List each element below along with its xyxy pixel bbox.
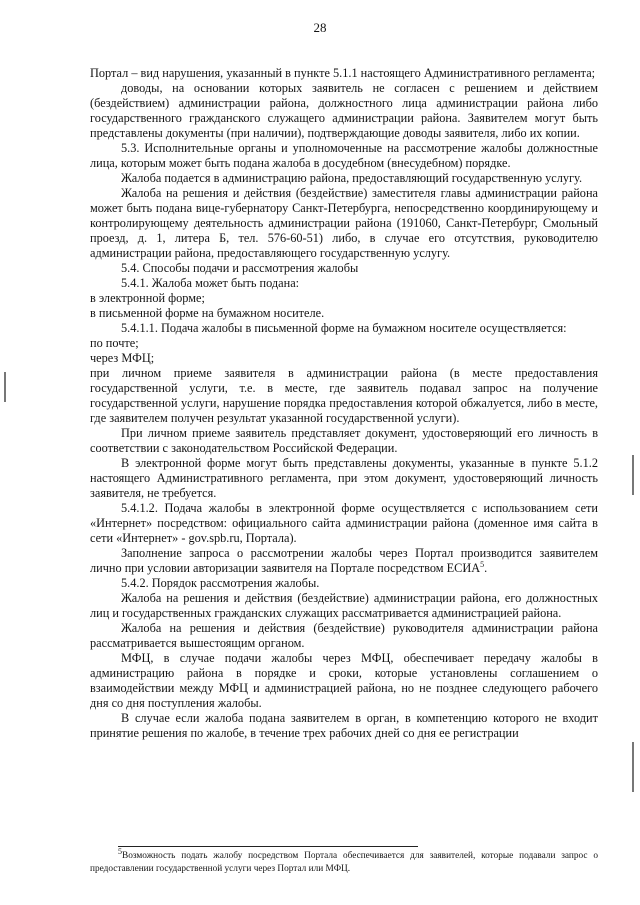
paragraph-20: Жалоба на решения и действия (бездействие) руководителя администрации района рассматривается вышестоящим органом.: [90, 621, 598, 650]
document-body: [90, 66, 598, 741]
scan-edge-mark-right-2: [632, 742, 634, 792]
paragraph-17-tail: .: [484, 561, 488, 575]
paragraph-5: Жалоба на решения и действия (бездействие) заместителя главы администрации района может быть подана вице-губернатору Санкт-Петербурга, непосредственно координирующему и контролирующему деятельность администрации района (191060, Санкт-Петербург, Смольный проезд, д. 1, литера Б, тел. 576-60-51) либо, в случае его отсутствия, руководителю администрации района, предоставляющего государственную услугу.: [90, 186, 598, 260]
paragraph-2: доводы, на основании которых заявитель не согласен с решением и действием (бездействием) администрации района, должностного лица администрации района либо государственного гражданского служащего администрации района. Заявителем могут быть представлены документы (при наличии), подтверждающие доводы заявителя, либо их копии.: [90, 81, 598, 140]
paragraph-4: Жалоба подается в администрацию района, предоставляющий государственную услугу.: [121, 171, 583, 185]
paragraph-8: в электронной форме;: [90, 291, 205, 305]
paragraph-10: 5.4.1.1. Подача жалобы в письменной форме на бумажном носителе осуществляется:: [121, 321, 567, 335]
paragraph-11: по почте;: [90, 336, 139, 350]
footnote-marker: 5: [118, 846, 122, 856]
paragraph-18: 5.4.2. Порядок рассмотрения жалобы.: [121, 576, 320, 590]
footnote: [90, 846, 598, 875]
paragraph-15: В электронной форме могут быть представлены документы, указанные в пункте 5.1.2 настоящего Административного регламента, при этом документ, удостоверяющий личность заявителя, не требуется.: [90, 456, 598, 500]
paragraph-21: МФЦ, в случае подачи жалобы через МФЦ, обеспечивает передачу жалобы в администрацию района в порядке и сроки, которые установлены соглашением о взаимодействии между МФЦ и администрацией района, но не позднее следующего рабочего дня со дня поступления жалобы.: [90, 651, 598, 710]
paragraph-17: [90, 546, 598, 576]
paragraph-7: 5.4.1. Жалоба может быть подана:: [121, 276, 300, 290]
paragraph-14: При личном приеме заявитель представляет документ, удостоверяющий его личность в соответствии с законодательством Российской Федерации.: [90, 426, 598, 455]
paragraph-9: в письменной форме на бумажном носителе.: [90, 306, 325, 320]
scan-edge-mark-right-1: [632, 455, 634, 495]
paragraph-17-text: Заполнение запроса о рассмотрении жалобы через Портал производится заявителем лично при условии авторизации заявителя на Портале посредством ЕСИА: [90, 546, 598, 575]
footnote-reference: 5: [480, 559, 485, 569]
paragraph-19: Жалоба на решения и действия (бездействие) администрации района, его должностных лиц и государственных гражданских служащих рассматривается администрацией района.: [90, 591, 598, 620]
paragraph-16: 5.4.1.2. Подача жалобы в электронной форме осуществляется с использованием сети «Интернет» посредством: официального сайта администрации района (доменное имя сайта в сети «Интернет» - gov.spb.ru, Портала).: [90, 501, 598, 545]
paragraph-12: через МФЦ;: [90, 351, 155, 365]
footnote-divider: [118, 846, 418, 847]
paragraph-13: при личном приеме заявителя в администрации района (в месте предоставления государственной услуги, т.е. в месте, где заявитель подавал запрос на получение государственной услуги, нарушение порядка предоставления которой обжалуется, либо в месте, где заявителем получен результат указанной государственной услуги).: [90, 366, 598, 425]
paragraph-22: В случае если жалоба подана заявителем в орган, в компетенцию которого не входит принятие решения по жалобе, в течение трех рабочих дней со дня ее регистрации: [90, 711, 598, 740]
page-number: 28: [313, 20, 327, 35]
footnote-text: Возможность подать жалобу посредством Портала обеспечивается для заявителей, которые подавали запрос о предоставлении государственной услуги через Портал или МФЦ.: [90, 851, 598, 874]
scan-edge-mark-left: [4, 372, 6, 402]
section-heading-5-4: 5.4. Способы подачи и рассмотрения жалобы: [121, 261, 359, 275]
paragraph-3: 5.3. Исполнительные органы и уполномоченные на рассмотрение жалобы должностные лица, которым может быть подана жалоба в досудебном (внесудебном) порядке.: [90, 141, 598, 170]
paragraph-1: Портал – вид нарушения, указанный в пункте 5.1.1 настоящего Административного регламента;: [90, 66, 596, 80]
